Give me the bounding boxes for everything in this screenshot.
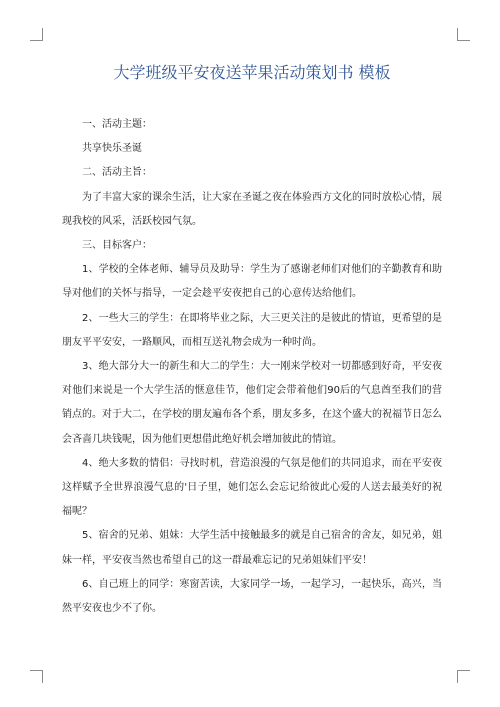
- crop-mark-bottom-left: [30, 670, 43, 683]
- section-heading-purpose: 二、活动主旨：: [82, 167, 152, 179]
- paragraph-theme: 共享快乐圣诞: [82, 143, 142, 155]
- crop-mark-top-right: [457, 28, 470, 41]
- document-page: [62, 60, 442, 621]
- paragraph-customer-3: 3、绝大部分大一的新生和大二的学生：大一刚来学校对一切都感到好奇，平安夜对他们来说是一个大学生活的惬意佳节，他们定会带着他们90后的气息酋至我们的营销点的。对于大二，在学校的朋友遍布各个系，朋友多多，在这个盛大的祝福节日怎么会吝啬几块钱呢，因为他们更想借此绝好机会增加彼此的情谊。: [62, 361, 442, 445]
- paragraph-customer-4: 4、绝大多数的情侣：寻找时机，营造浪漫的气氛是他们的共同追求，而在平安夜这样赋予全世界浪漫气息的'日子里，她们怎么会忘记给彼此心爱的人送去最美好的祝福呢？: [62, 457, 442, 518]
- paragraph-purpose: 为了丰富大家的课余生活，让大家在圣诞之夜在体验西方文化的同时放松心情，展现我校的风采，活跃校园气氛。: [62, 191, 442, 227]
- section-heading-target-customers: 三、目标客户：: [82, 240, 152, 252]
- crop-mark-top-left: [30, 28, 43, 41]
- paragraph-customer-2: 2、一些大三的学生：在即将毕业之际，大三更关注的是彼此的情谊，更希望的是朋友平平安安，一路顺风，而相互送礼物会成为一种时尚。: [62, 312, 442, 348]
- document-body: [62, 113, 442, 621]
- paragraph-customer-1: 1、学校的全体老师、辅导员及助导：学生为了感谢老师们对他们的辛勤教育和助导对他们的关怀与指导，一定会趁平安夜把自己的心意传达给他们。: [62, 264, 442, 300]
- crop-mark-bottom-right: [457, 670, 470, 683]
- paragraph-customer-6: 6、自己班上的同学：寒窗苦读，大家同学一场，一起学习，一起快乐，高兴，当然平安夜也少不了你。: [62, 578, 442, 615]
- section-heading-theme: 一、活动主题：: [82, 119, 152, 130]
- paragraph-customer-5: 5、宿舍的兄弟、姐妹：大学生活中接触最多的就是自己宿舍的舍友，如兄弟，姐妹一样，平安夜当然也希望自己的这一群最难忘记的兄弟姐妹们平安！: [62, 530, 442, 566]
- document-title: 大学班级平安夜送苹果活动策划书 模板: [113, 63, 391, 82]
